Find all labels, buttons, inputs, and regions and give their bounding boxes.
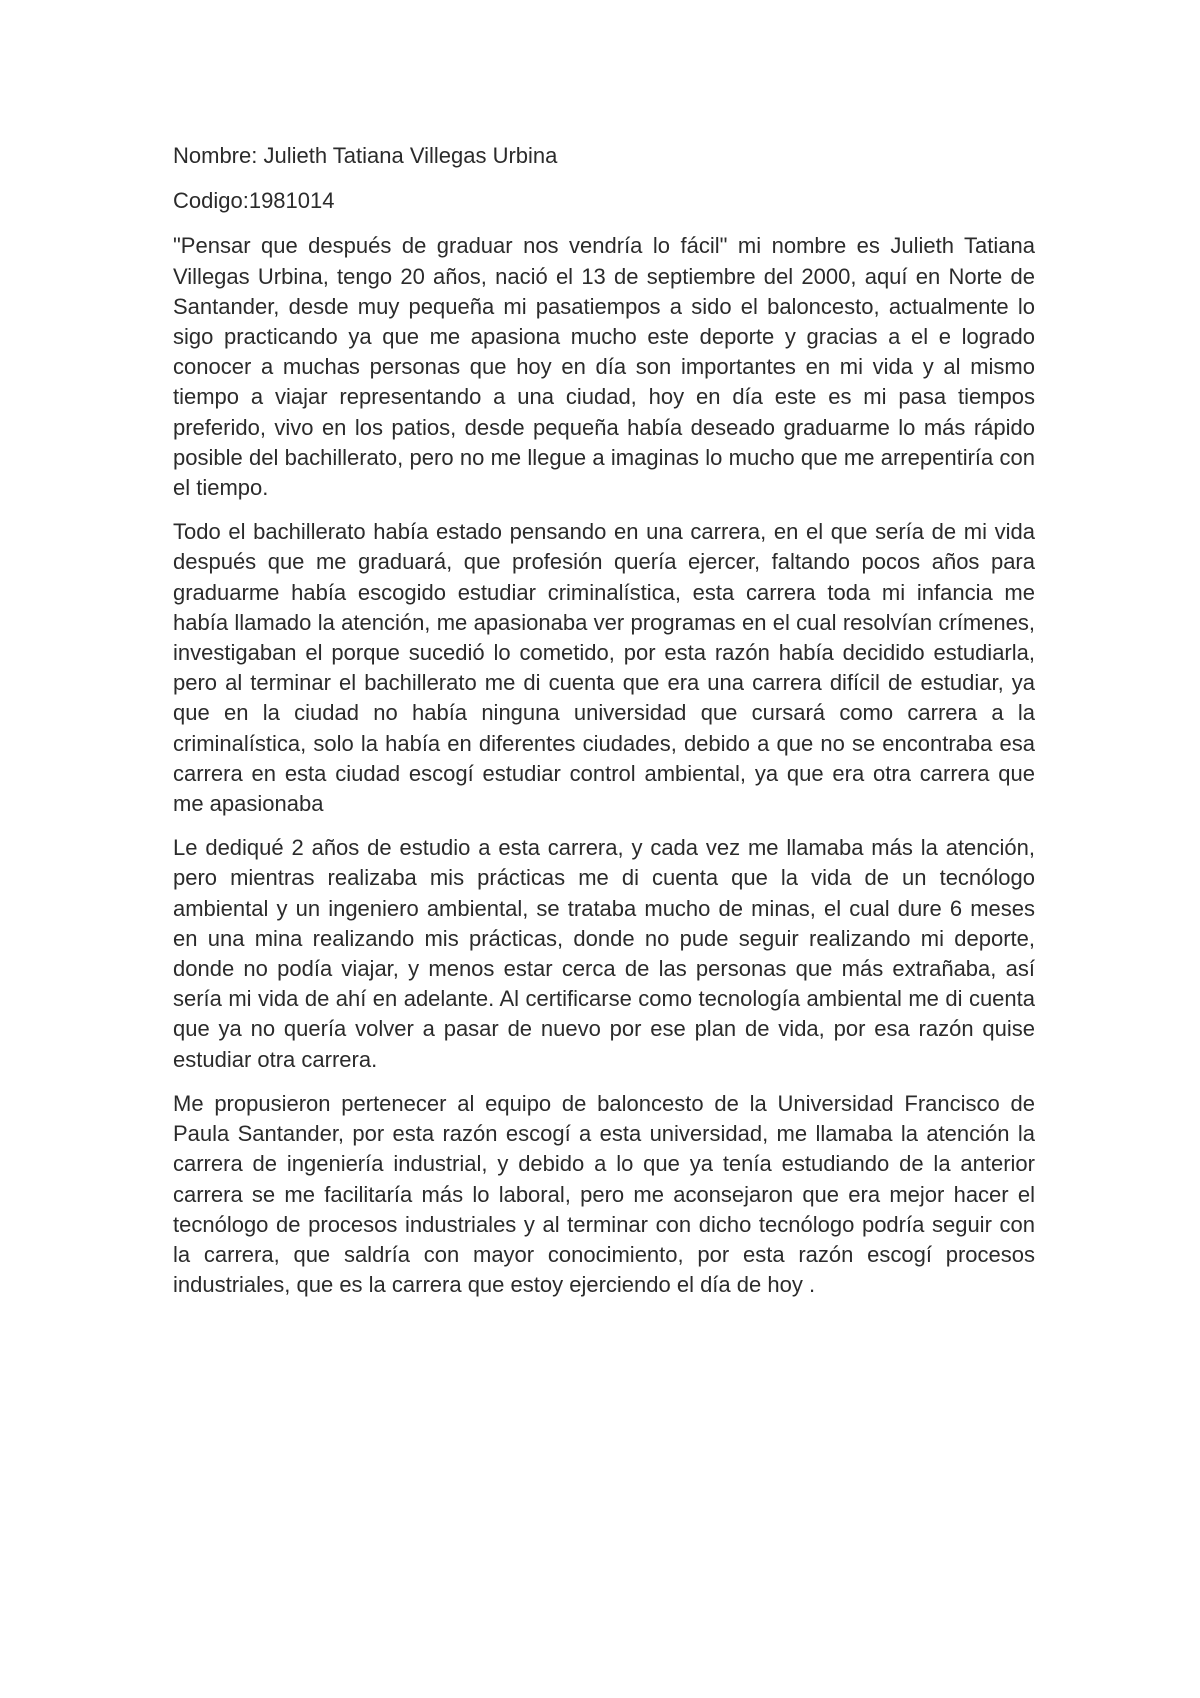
document-body xyxy=(173,141,1035,1314)
student-name: Nombre: Julieth Tatiana Villegas Urbina xyxy=(173,143,558,168)
paragraph-control-ambiental: Le dediqué 2 años de estudio a esta carrera, y cada vez me llamaba más la atención, pero mientras realizaba mis prácticas me di cuenta que la vida de un tecnólogo ambiental y un ingeniero ambiental, se trataba mucho de minas, el cual dure 6 meses en una mina realizando mis prácticas, donde no pude seguir realizando mi deporte, donde no podía viajar, y menos estar cerca de las personas que más extrañaba, así sería mi vida de ahí en adelante. Al certificarse como tecnología ambiental me di cuenta que ya no quería volver a pasar de nuevo por ese plan de vida, por esa razón quise estudiar otra carrera. xyxy=(173,835,1035,1072)
paragraph-universidad: Me propusieron pertenecer al equipo de baloncesto de la Universidad Francisco de Paula Santander, por esta razón escogí a esta universidad, me llamaba la atención la carrera de ingeniería industrial, y debido a lo que ya tenía estudiando de la anterior carrera se me facilitaría más lo laboral, pero me aconsejaron que era mejor hacer el tecnólogo de procesos industriales y al terminar con dicho tecnólogo podría seguir con la carrera, que saldría con mayor conocimiento, por esta razón escogí procesos industriales, que es la carrera que estoy ejerciendo el día de hoy . xyxy=(173,1090,1035,1298)
student-code: Codigo:1981014 xyxy=(173,188,335,214)
paragraph-bachillerato: Todo el bachillerato había estado pensando en una carrera, en el que sería de mi vida después que me graduará, que profesión quería ejercer, faltando pocos años para graduarme había escogido estudiar criminalística, esta carrera toda mi infancia me había llamado la atención, me apasionaba ver programas en el cual resolvían crímenes, investigaban el porque sucedió lo cometido, por esta razón había decidido estudiarla, pero al terminar el bachillerato me di cuenta que era una carrera difícil de estudiar, ya que en la ciudad no había ninguna universidad que cursará como carrera a la criminalística, solo la había en diferentes ciudades, debido a que no se encontraba esa carrera en esta ciudad escogí estudiar control ambiental, ya que era otra carrera que me apasionaba xyxy=(173,519,1035,817)
paragraph-intro: "Pensar que después de graduar nos vendría lo fácil" mi nombre es Julieth Tatiana Villegas Urbina, tengo 20 años, nació el 13 de septiembre del 2000, aquí en Norte de Santander, desde muy pequeña mi pasatiempos a sido el baloncesto, actualmente lo sigo practicando ya que me apasiona mucho este deporte y gracias a el e logrado conocer a muchas personas que hoy en día son importantes en mi vida y al mismo tiempo a viajar representando a una ciudad, hoy en día este es mi pasa tiempos preferido, vivo en los patios, desde pequeña había deseado graduarme lo más rápido posible del bachillerato, pero no me llegue a imaginas lo mucho que me arrepentiría con el tiempo. xyxy=(173,233,1035,501)
